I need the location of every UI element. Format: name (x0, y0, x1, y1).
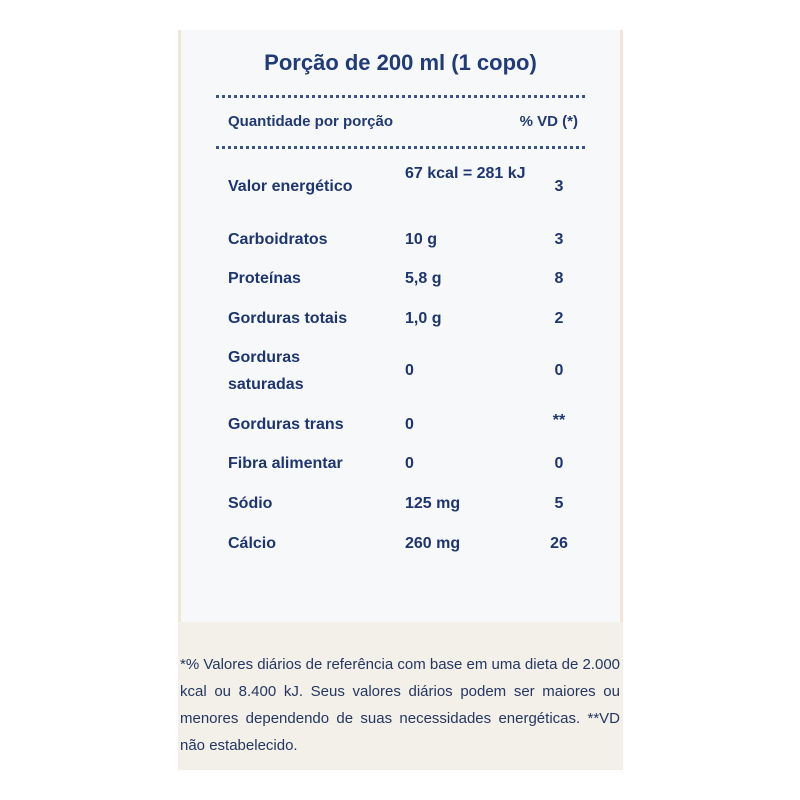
nutrient-amount: 125 mg (405, 495, 461, 512)
nutrient-vd: 26 (550, 535, 568, 552)
vd-header: % VD (*) (519, 113, 578, 130)
nutrient-amount: 0 (405, 455, 414, 472)
nutrient-amount: 5,8 g (405, 270, 442, 287)
nutrient-vd: 5 (554, 495, 564, 512)
portion-title: Porção de 200 ml (1 copo) (264, 50, 537, 75)
nutrient-name: Sódio (228, 495, 273, 512)
nutrient-vd: 3 (554, 178, 564, 195)
nutrient-name: Carboidratos (228, 231, 328, 248)
nutrient-name: Fibra alimentar (228, 455, 343, 472)
quantity-header: Quantidade por porção (228, 113, 394, 130)
nutrient-amount: 1,0 g (405, 310, 442, 327)
nutrient-name: Gorduras totais (228, 310, 348, 327)
nutrient-vd: 8 (554, 270, 564, 287)
nutrient-vd: 0 (554, 455, 564, 472)
nutrient-name: Gorduras trans (228, 416, 344, 433)
nutrient-vd: 0 (554, 362, 564, 379)
nutrient-amount: 260 mg (405, 535, 461, 552)
nutrient-vd: 3 (554, 231, 564, 248)
nutrient-vd: 2 (554, 310, 564, 327)
nutrient-name: Cálcio (228, 535, 277, 552)
nutrient-amount: 0 (405, 416, 414, 433)
nutrient-name: Gorduras saturadas (228, 349, 304, 393)
nutrient-amount: 0 (405, 362, 414, 379)
header-divider (216, 146, 585, 149)
nutrient-amount: 67 kcal = 281 kJ (405, 165, 526, 182)
nutrient-name: Valor energético (228, 178, 353, 195)
nutrient-amount: 10 g (405, 231, 438, 248)
footnote-text: *% Valores diários de referência com base em uma dieta de 2.000 kcal ou 8.400 kJ. Seus valores diários podem ser maiores ou menores dependendo de suas necessidades energéticas. **VD não estabelecido. (180, 656, 620, 754)
nutrient-name: Proteínas (228, 270, 301, 287)
top-divider (216, 95, 585, 98)
nutrient-vd: ** (552, 412, 566, 429)
